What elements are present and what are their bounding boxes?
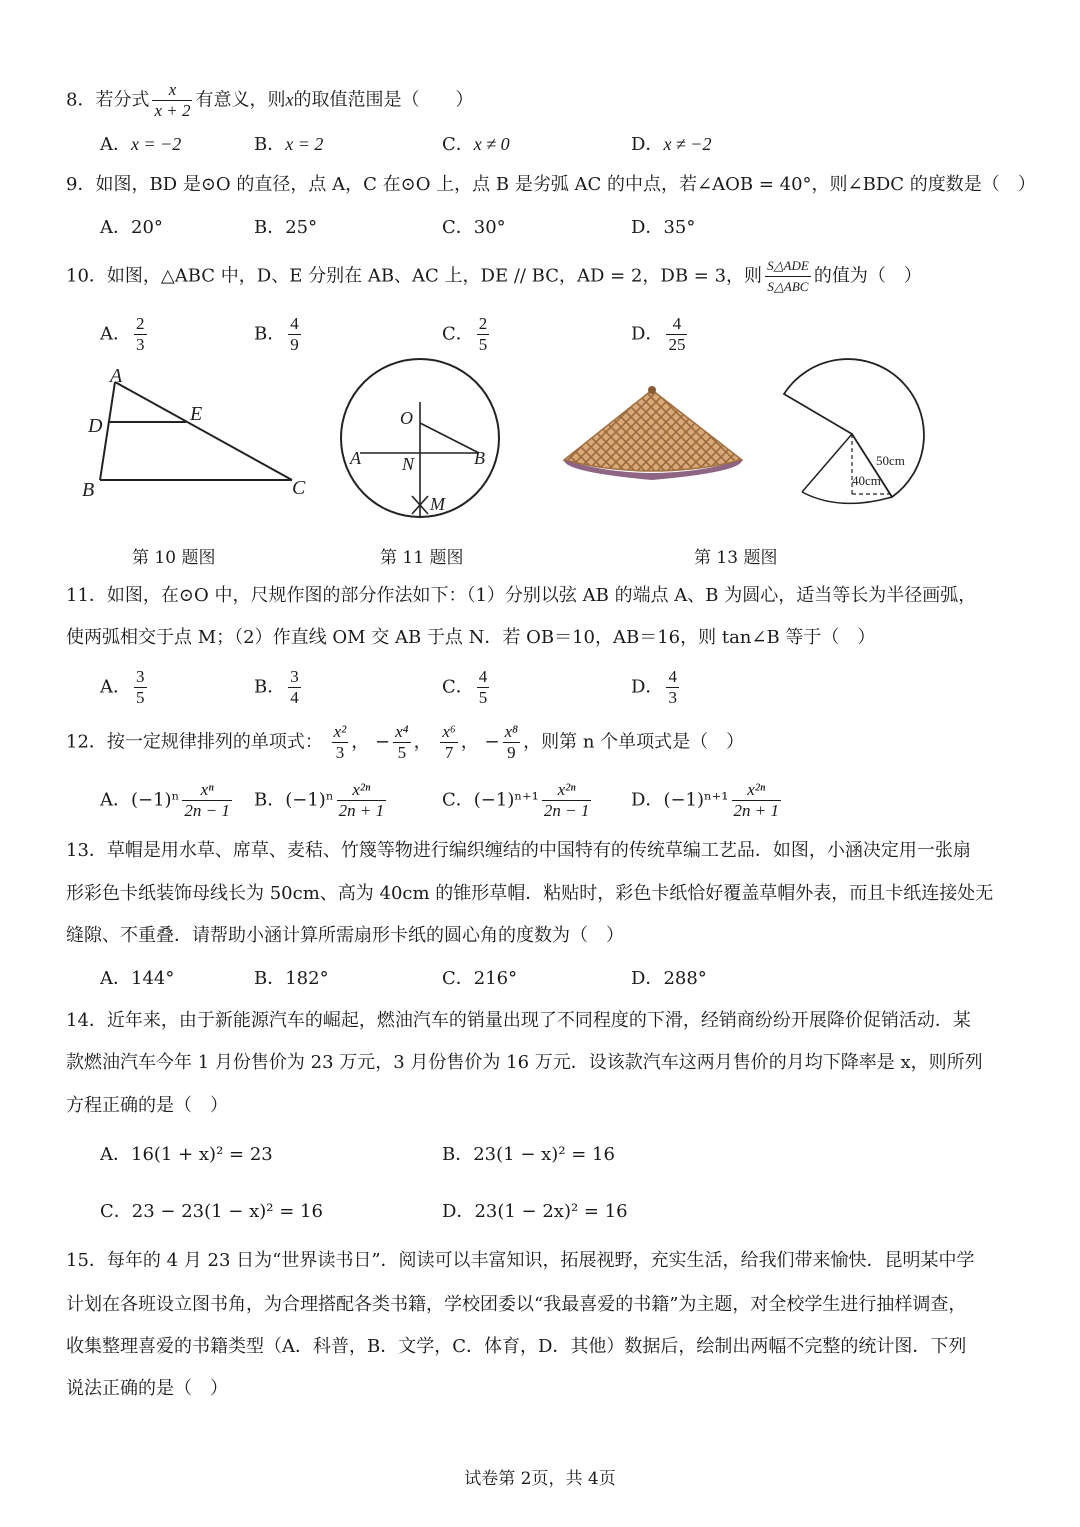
frac-den: 5 [136,688,145,707]
question-15-line-2: 计划在各班设立图书角，为合理搭配各类书籍，学校团委以“我最喜爱的书籍”为主题，对全校学生进行抽样调查， [66,1294,967,1315]
frac-den: 3 [335,743,345,762]
hat-cone [564,390,742,471]
question-10-stem [66,256,922,297]
q13-option-c[interactable] [442,969,517,989]
label-e: E [190,403,203,425]
frac-num: x⁸ [504,722,519,741]
q12-term-2 [393,722,410,763]
question-8-stem [66,80,473,121]
option-label: A． [100,968,131,989]
frac-den: 2n + 1 [733,801,780,820]
option-label: D． [631,323,664,345]
label-slant: 50cm [876,453,905,468]
q14-option-b[interactable] [442,1145,615,1165]
frac-num: 3 [136,667,145,686]
q11-option-b[interactable] [254,667,304,708]
frac-num: 2 [478,314,488,333]
q8-option-a[interactable] [100,134,181,155]
option-text: 144° [131,968,175,989]
option-text: 23 − 23(1 − x)² = 16 [131,1201,323,1222]
option-label: A． [100,217,131,238]
option-text: 288° [663,968,707,989]
q12-option-a[interactable] [100,780,235,821]
frac-num: 4 [478,667,488,686]
q12-term-1 [332,722,349,763]
q12-term-4 [503,722,520,763]
q8-option-d[interactable] [631,134,711,155]
option-coef: (−1)ⁿ⁺¹ [663,789,729,811]
option-label: A． [100,1144,131,1165]
option-text: 16(1 + x)² = 23 [131,1144,273,1165]
q10-option-c[interactable] [442,314,492,355]
option-fraction [666,667,679,708]
q10-frac-den: S△ABC [767,279,809,294]
frac-den: 4 [290,688,299,707]
q8-pre: 若分式 [95,89,150,111]
option-fraction [666,314,687,355]
figure-11-caption: 第 11 题图 [380,548,464,568]
q10-fraction [765,256,811,297]
label-c: C [292,477,306,499]
option-label: C． [442,217,474,238]
frac-num: x²ⁿ [337,780,386,801]
question-12-stem: 12．按一定规律排列的单项式： $\frac{\text{x²}}{3}$ ， − $\frac{\text{x⁴}}{5}$ ， $\frac{\text{x⁶}}{7}$ ， − $\frac{\text{x⁸}}{9}$ ，则第 n 个单项式是（ ） [66,722,745,762]
q11-option-d[interactable] [631,667,682,708]
option-label: C． [442,968,474,989]
q11-option-a[interactable] [100,667,150,708]
q14-option-d[interactable] [442,1202,628,1222]
q8-option-b[interactable] [254,134,323,155]
question-14-line-2: 款燃油汽车今年 1 月份售价为 23 万元，3 月份售价为 16 万元．设该款汽车这两月售价的月均下降率是 x，则所列 [66,1052,983,1073]
option-text: x = −2 [131,134,182,154]
option-label: C． [442,676,474,698]
frac-den: 3 [668,688,677,707]
frac-num: x²ⁿ [542,780,591,801]
label-o: O [400,408,413,428]
label-b: B [82,479,95,501]
option-label: C． [100,1201,132,1222]
option-label: B． [254,323,286,345]
question-13-line-2: 形彩色卡纸装饰母线长为 50cm、高为 40cm 的锥形草帽．粘贴时，彩色卡纸恰好覆盖草帽外表，而且卡纸连接处无 [66,883,994,904]
question-9-stem: 9．如图，BD 是⊙O 的直径，点 A，C 在⊙O 上，点 B 是劣弧 AC 的中点，若∠AOB = 40°，则∠BDC 的度数是（ ） [66,174,1036,195]
cone-left-edge [802,434,852,492]
label-d: D [88,415,103,437]
q9-option-d[interactable] [631,218,695,238]
q8-frac-den: x + 2 [154,101,191,120]
question-15-line-1: 15．每年的 4 月 23 日为“世界读书日”．阅读可以丰富知识，拓展视野，充实生活，给我们带来愉快．昆明某中学 [66,1250,975,1271]
option-label: B． [254,134,286,155]
q8-frac-num: x [152,80,192,101]
q11-option-c[interactable] [442,667,492,708]
frac-num: x⁴ [395,722,409,741]
q12-pre: 12．按一定规律排列的单项式： [66,731,323,753]
option-text: 20° [131,217,163,238]
q13-option-d[interactable] [631,969,707,989]
option-fraction [732,780,781,821]
frac-den: 5 [478,688,488,707]
option-label: C． [442,323,474,345]
label-b: B [474,448,485,468]
option-label: D． [631,968,664,989]
q9-option-b[interactable] [254,218,317,238]
option-label: C． [442,789,474,811]
cone-base [802,492,892,503]
option-fraction [477,314,490,355]
label-a: A [110,365,123,387]
q8-fraction [152,80,192,121]
q10-post: 的值为（ ） [813,265,922,287]
option-text: 182° [285,968,329,989]
question-13-line-1: 13．草帽是用水草、席草、麦秸、竹篾等物进行编织缠结的中国特有的传统草编工艺品．如图，小涵决定用一张扇 [66,840,971,861]
radius-ob [420,423,479,453]
option-text: x ≠ 0 [473,134,510,154]
label-height: 40cm [852,473,881,488]
q13-option-b[interactable] [254,969,329,989]
option-label: C． [442,134,474,155]
option-fraction [182,780,231,821]
figure-11-circle [340,358,510,528]
option-fraction [477,667,490,708]
frac-den: 2n + 1 [338,801,385,820]
option-label: A． [100,134,131,155]
side-ac [115,382,292,480]
figure-10-caption: 第 10 题图 [132,548,216,568]
q10-pre: 10．如图，△ABC 中，D、E 分别在 AB、AC 上，DE // BC，AD = 2，DB = 3，则 [66,265,763,287]
q8-post2: 的取值范围是（ ） [293,89,474,111]
figure-13-sector-cone [780,352,940,507]
option-coef: (−1)ⁿ [285,789,334,811]
q8-option-c[interactable] [442,134,510,155]
frac-den: 2n − 1 [184,801,230,820]
frac-num: 4 [668,667,677,686]
option-fraction [134,314,147,355]
term-sign: − [484,731,500,753]
q10-frac-num: S△ADE [765,256,811,277]
option-text: 23(1 − 2x)² = 16 [474,1201,628,1222]
option-text: 23(1 − x)² = 16 [473,1144,615,1165]
option-fraction [542,780,591,821]
label-n: N [402,454,415,474]
q8-number: 8． [66,89,96,111]
option-label: D． [631,134,664,155]
option-label: D． [631,217,664,238]
question-14-line-3: 方程正确的是（ ） [66,1095,228,1116]
q14-option-c[interactable] [100,1202,323,1222]
page-footer: 试卷第 2页，共 4页 [464,1469,616,1489]
option-label: D． [442,1201,475,1222]
option-fraction [337,780,386,821]
option-text: 30° [473,217,506,238]
option-text: x ≠ −2 [663,134,712,154]
option-label: B． [442,1144,474,1165]
question-11-line-1: 11．如图，在⊙O 中，尺规作图的部分作法如下：（1）分别以弦 AB 的端点 A、B 为圆心，适当等长为半径画弧， [66,585,977,606]
q12-post: ，则第 n 个单项式是（ ） [523,731,745,753]
option-coef: (−1)ⁿ [131,789,180,811]
frac-den: 5 [397,743,407,762]
option-fraction [134,667,147,708]
frac-num: x² [333,722,347,741]
label-a: A [350,448,361,468]
frac-den: 7 [444,743,454,762]
frac-den: 9 [290,335,299,354]
option-text: 25° [285,217,318,238]
option-label: B． [254,217,286,238]
option-label: D． [631,676,664,698]
q12-term-3 [440,722,457,763]
q10-option-d[interactable] [631,314,690,355]
q10-option-b[interactable] [254,314,304,355]
frac-num: x⁶ [442,722,456,741]
hat-tip [648,386,656,394]
label-m: M [430,494,445,514]
frac-den: 5 [478,335,488,354]
q12-option-b[interactable] [254,780,389,821]
q12-option-d[interactable] [631,780,784,821]
option-text: 35° [663,217,696,238]
option-label: A． [100,323,131,345]
option-label: B． [254,789,286,811]
frac-den: 3 [136,335,145,354]
q12-option-c[interactable] [442,780,594,821]
option-label: A． [100,676,131,698]
straw-hat-image [556,382,748,492]
q8-var: x [285,89,294,110]
question-15-line-4: 说法正确的是（ ） [66,1378,228,1399]
option-label: B． [254,676,286,698]
option-text: 216° [473,968,518,989]
figure-13-caption: 第 13 题图 [694,548,778,568]
q14-option-a[interactable] [100,1145,273,1165]
frac-num: xⁿ [182,780,231,801]
q13-option-a[interactable] [100,969,174,989]
option-fraction [288,667,301,708]
frac-den: 2n − 1 [543,801,590,820]
q9-option-c[interactable] [442,218,506,238]
frac-num: 4 [666,314,687,335]
option-label: A． [100,789,131,811]
frac-num: x²ⁿ [732,780,781,801]
q9-option-a[interactable] [100,218,163,238]
q10-option-a[interactable] [100,314,150,355]
option-text: x = 2 [285,134,324,154]
question-11-line-2: 使两弧相交于点 M；（2）作直线 OM 交 AB 于点 N．若 OB＝10，AB＝16，则 tan∠B 等于（ ） [66,627,876,648]
figure-10-triangle [70,362,330,512]
term-sign: − [375,731,391,753]
frac-num: 3 [290,667,299,686]
question-14-line-1: 14．近年来，由于新能源汽车的崛起，燃油汽车的销量出现了不同程度的下滑，经销商纷纷开展降价促销活动．某 [66,1010,971,1031]
question-15-line-3: 收集整理喜爱的书籍类型（A．科普，B．文学，C．体育，D．其他）数据后，绘制出两幅不完整的统计图．下列 [66,1336,967,1357]
option-coef: (−1)ⁿ⁺¹ [473,789,539,811]
option-fraction [288,314,301,355]
frac-num: 2 [136,314,145,333]
option-label: D． [631,789,664,811]
question-13-line-3: 缝隙、不重叠．请帮助小涵计算所需扇形卡纸的圆心角的度数为（ ） [66,925,624,946]
option-label: B． [254,968,286,989]
q8-post: 有意义，则 [195,89,286,111]
frac-num: 4 [290,314,299,333]
frac-den: 9 [507,743,516,762]
frac-den: 25 [668,335,686,354]
